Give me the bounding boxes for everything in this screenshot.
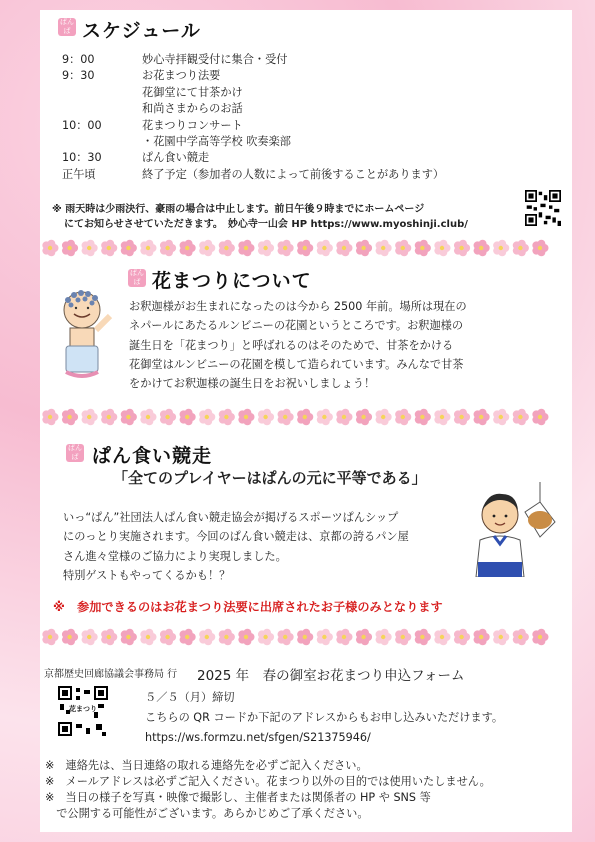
flower-divider [40, 627, 550, 647]
section-marker-icon: ぱんぱ [60, 18, 74, 35]
schedule-item: 妙心寺拝観受付に集合・受付 [142, 53, 288, 66]
flower-icon [395, 409, 411, 426]
form-deadline: ５／５（月）締切 [145, 691, 235, 704]
flower-icon [356, 409, 372, 426]
flower-icon [101, 240, 117, 257]
flower-icon [121, 629, 137, 646]
form-note: ※ 当日の様子を写真・映像で撮影し、主催者または関係者の HP や SNS 等 [45, 791, 431, 804]
flower-icon [160, 240, 176, 257]
schedule-item: 終了予定（参加者の人数によって前後することがあります） [142, 167, 445, 181]
flower-icon [140, 629, 156, 646]
flower-icon [297, 629, 313, 646]
flower-icon [415, 409, 431, 426]
qr-label: 花まつり [69, 705, 97, 713]
flower-icon [62, 240, 78, 257]
flower-icon [82, 240, 98, 257]
flower-icon [356, 240, 372, 257]
flower-icon [454, 240, 470, 257]
schedule-note-line2: にてお知らせさせていただきます。 妙心寺一山会 HP https://www.myoshinji.club/ [64, 219, 468, 230]
flower-icon [415, 629, 431, 646]
flower-icon [532, 240, 548, 257]
flower-divider [40, 238, 550, 258]
form-url-link[interactable]: https://ws.formzu.net/sfgen/S21375946/ [145, 731, 371, 744]
flower-icon [180, 629, 196, 646]
flower-icon [474, 409, 490, 426]
schedule-time: 10：00 [62, 118, 102, 132]
flower-icon [376, 240, 392, 257]
flower-icon [199, 240, 215, 257]
flower-icon [82, 409, 98, 426]
flower-icon [513, 409, 529, 426]
flower-divider [40, 407, 550, 427]
flower-icon [395, 629, 411, 646]
flower-icon [493, 240, 509, 257]
flower-icon [258, 409, 274, 426]
flower-icon [62, 629, 78, 646]
homepage-qr-code[interactable] [525, 190, 561, 226]
flower-icon [121, 240, 137, 257]
flower-icon [376, 409, 392, 426]
flower-icon [336, 409, 352, 426]
flower-icon [180, 409, 196, 426]
flower-icon [219, 409, 235, 426]
schedule-note-line1: ※ 雨天時は少雨決行、豪雨の場合は中止します。前日午後９時までにホームページ [52, 204, 425, 215]
schedule-title: スケジュール [82, 20, 201, 42]
flower-icon [434, 629, 450, 646]
schedule-item: ぱん食い競走 [142, 151, 210, 165]
flower-icon [513, 240, 529, 257]
flower-icon [317, 409, 333, 426]
schedule-item: 和尚さまからのお話 [142, 102, 243, 116]
form-note: ※ 連絡先は、当日連絡の取れる連絡先を必ずご記入ください。 [45, 759, 368, 772]
flower-icon [395, 240, 411, 257]
flower-icon [532, 629, 548, 646]
flower-icon [101, 409, 117, 426]
flower-icon [532, 409, 548, 426]
flower-icon [336, 240, 352, 257]
flower-icon [199, 409, 215, 426]
form-note: ※ メールアドレスは必ずご記入ください。花まつり以外の目的では使用いたしません。 [45, 775, 491, 788]
flower-icon [42, 409, 58, 426]
flower-icon [336, 629, 352, 646]
about-line: をかけてお釈迦様の誕生日をお祝いしましょう！ [129, 377, 376, 391]
flower-icon [454, 409, 470, 426]
flower-icon [140, 240, 156, 257]
flower-icon [121, 409, 137, 426]
flower-icon [238, 409, 254, 426]
flower-icon [278, 240, 294, 257]
flower-icon [219, 240, 235, 257]
flower-icon [278, 629, 294, 646]
flower-icon [140, 409, 156, 426]
flower-icon [434, 409, 450, 426]
flower-icon [258, 240, 274, 257]
schedule-time: 正午頃 [62, 167, 96, 181]
flower-icon [62, 409, 78, 426]
flower-icon [258, 629, 274, 646]
flower-icon [513, 629, 529, 646]
flower-icon [82, 629, 98, 646]
flower-icon [278, 409, 294, 426]
race-line: にのっとり実施されます。今回のぱん食い競走は、京都の誇るパン屋 [63, 530, 409, 544]
qr-code-icon [525, 190, 561, 226]
application-qr-code[interactable] [58, 686, 108, 736]
form-title: 2025 年 春の御室お花まつり申込フォーム [197, 668, 465, 684]
race-slogan: 「全てのプレイヤーはぱんの元に平等である」 [113, 469, 427, 487]
flower-icon [42, 240, 58, 257]
race-eligibility-notice: ※ 参加できるのはお花まつり法要に出席されたお子様のみとなります [53, 600, 443, 614]
flower-icon [219, 629, 235, 646]
race-line: いっ“ぱん”社団法人ぱん食い競走協会が掲げるスポーツぱんシップ [63, 511, 399, 524]
form-addressee: 京都歴史回廊協議会事務局 行 [44, 669, 178, 680]
flower-icon [376, 629, 392, 646]
flower-icon [101, 629, 117, 646]
flower-icon [238, 240, 254, 257]
flower-icon [317, 240, 333, 257]
schedule-time: 9：30 [62, 69, 95, 83]
flower-icon [297, 409, 313, 426]
about-title: 花まつりについて [152, 270, 312, 292]
flower-icon [180, 240, 196, 257]
flower-icon [160, 629, 176, 646]
form-note: で公開する可能性がございます。あらかじめご了承ください。 [45, 807, 369, 820]
race-line: 特別ゲストもやってくるかも！？ [63, 568, 231, 582]
flower-icon [199, 629, 215, 646]
flower-icon [297, 240, 313, 257]
flower-icon [356, 629, 372, 646]
schedule-item: 花御堂にて甘茶かけ [142, 85, 243, 99]
schedule-time: 10：30 [62, 151, 102, 165]
schedule-item: ・花園中学高等学校 吹奏楽部 [142, 135, 291, 148]
about-line: ネパールにあたるルンビニーの花園というところです。お釈迦様の [129, 319, 464, 333]
flower-icon [317, 629, 333, 646]
section-marker-icon: ぱんぱ [68, 444, 82, 461]
flower-icon [474, 629, 490, 646]
flower-icon [160, 409, 176, 426]
flower-icon [238, 629, 254, 646]
about-line: 花御堂はルンビニーの花園を模して造られています。みんなで甘茶 [129, 357, 464, 371]
flower-icon [493, 409, 509, 426]
race-title: ぱん食い競走 [92, 445, 213, 467]
section-marker-icon: ぱんぱ [130, 269, 144, 286]
flower-icon [415, 240, 431, 257]
form-instruction: こちらの QR コードか下記のアドレスからもお申し込みいただけます。 [145, 711, 504, 724]
flower-icon [454, 629, 470, 646]
flower-icon [42, 629, 58, 646]
about-line: 誕生日を「花まつり」と呼ばれるのはそのためで、甘茶をかける [129, 338, 454, 352]
boy-eating-bread-illustration-icon [470, 482, 560, 577]
about-line: お釈迦様がお生まれになったのは今から 2500 年前。場所は現在の [129, 300, 467, 313]
race-line: さん進々堂様のご協力により実現しました。 [63, 549, 287, 563]
flower-icon [493, 629, 509, 646]
schedule-item: 花まつりコンサート [142, 118, 243, 132]
schedule-item: お花まつり法要 [142, 69, 221, 83]
flower-icon [474, 240, 490, 257]
schedule-time: 9：00 [62, 53, 95, 66]
flower-icon [434, 240, 450, 257]
buddha-illustration-icon [50, 288, 120, 380]
